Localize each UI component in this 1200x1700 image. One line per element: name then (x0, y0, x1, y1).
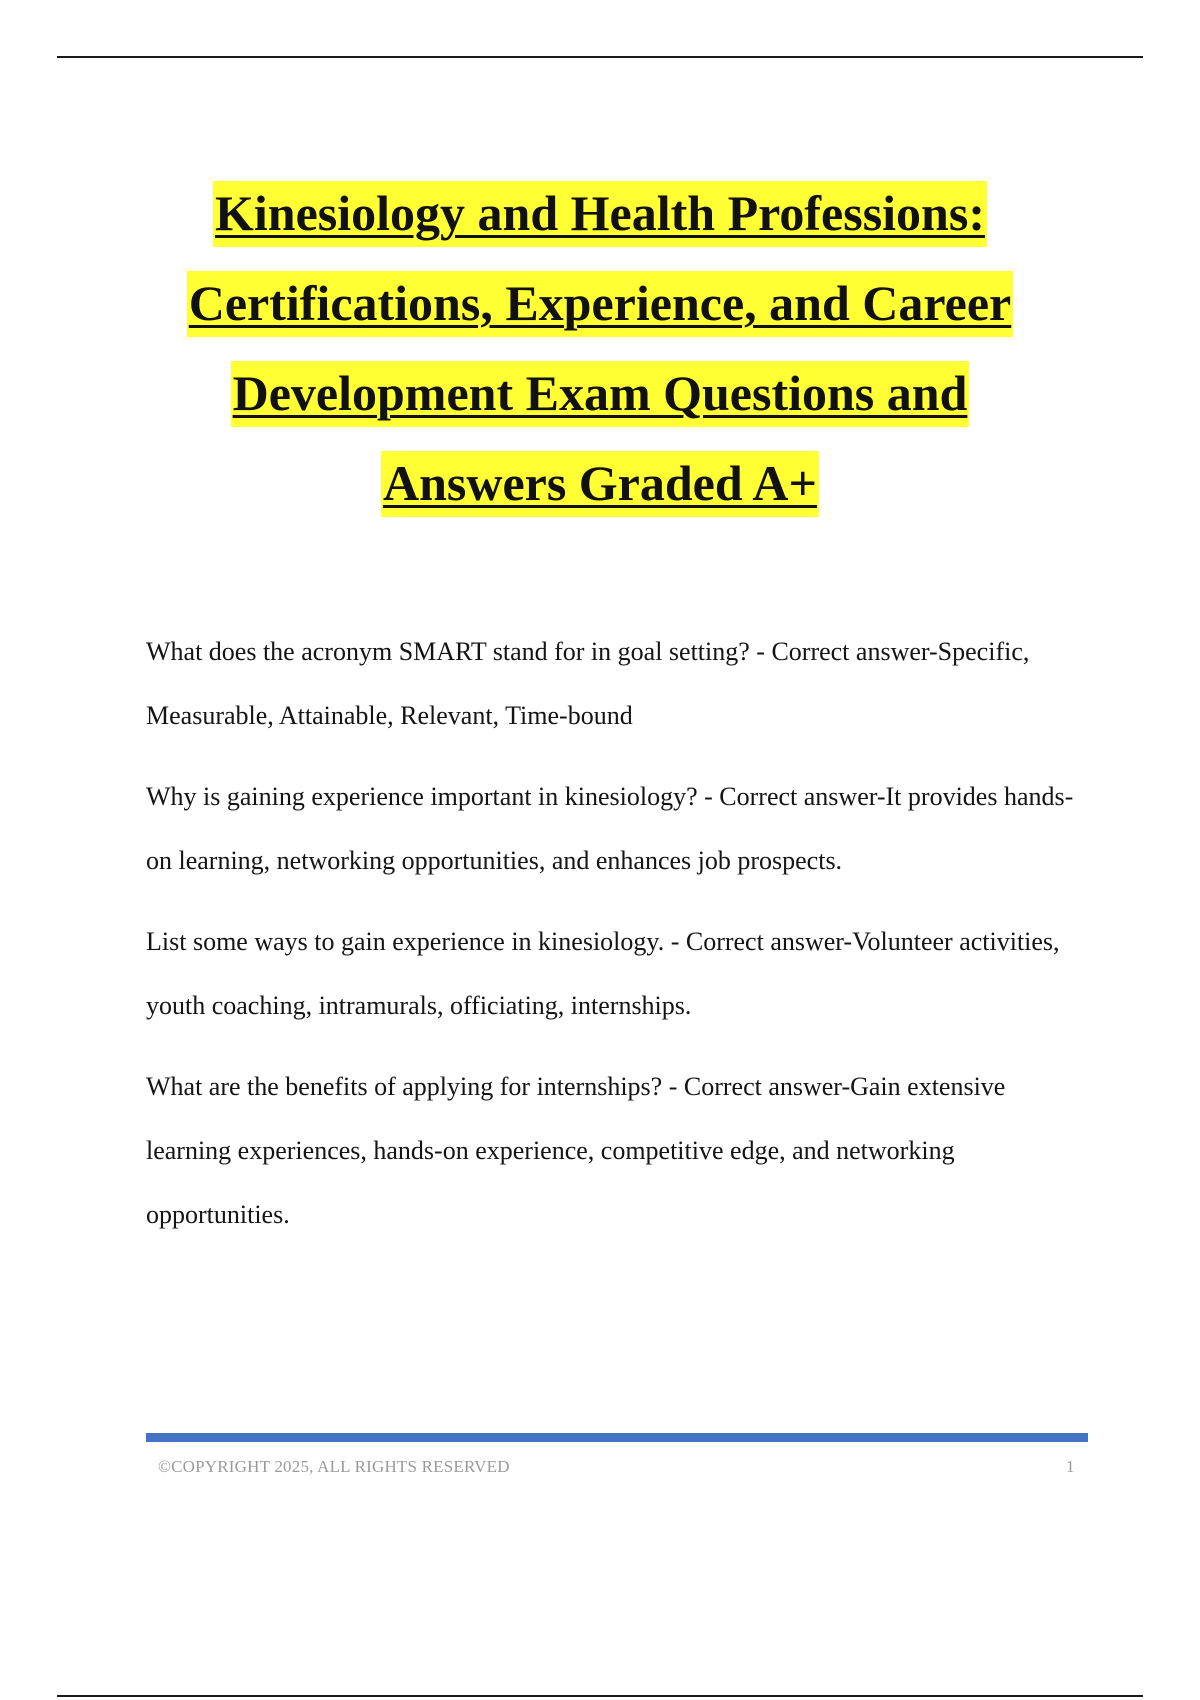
document-title (120, 168, 1080, 528)
bottom-rule (57, 1695, 1143, 1697)
top-rule (57, 56, 1143, 58)
footer-copyright: ©COPYRIGHT 2025, ALL RIGHTS RESERVED (158, 1457, 510, 1476)
footer-page-number: 1 (1066, 1457, 1075, 1476)
qa-item-3: List some ways to gain experience in kinesiology. - Correct answer-Volunteer activities, youth coaching, intramurals, officiating, internships. (146, 927, 1060, 1020)
title-line-1: Kinesiology and Health Professions: (213, 181, 987, 247)
qa-item-2: Why is gaining experience important in kinesiology? - Correct answer-It provides hands-on learning, networking opportunities, and enhances job prospects. (146, 782, 1074, 875)
title-line-2: Certifications, Experience, and Career (187, 271, 1014, 337)
qa-list (146, 620, 1086, 1264)
qa-item-4: What are the benefits of applying for internships? - Correct answer-Gain extensive learning experiences, hands-on experience, competitive edge, and networking opportunities. (146, 1072, 1006, 1229)
title-line-3: Development Exam Questions and (231, 361, 970, 427)
qa-item-1: What does the acronym SMART stand for in goal setting? - Correct answer-Specific, Measurable, Attainable, Relevant, Time-bound (146, 637, 1030, 730)
title-line-4: Answers Graded A+ (381, 451, 819, 517)
footer-bar (146, 1433, 1088, 1442)
